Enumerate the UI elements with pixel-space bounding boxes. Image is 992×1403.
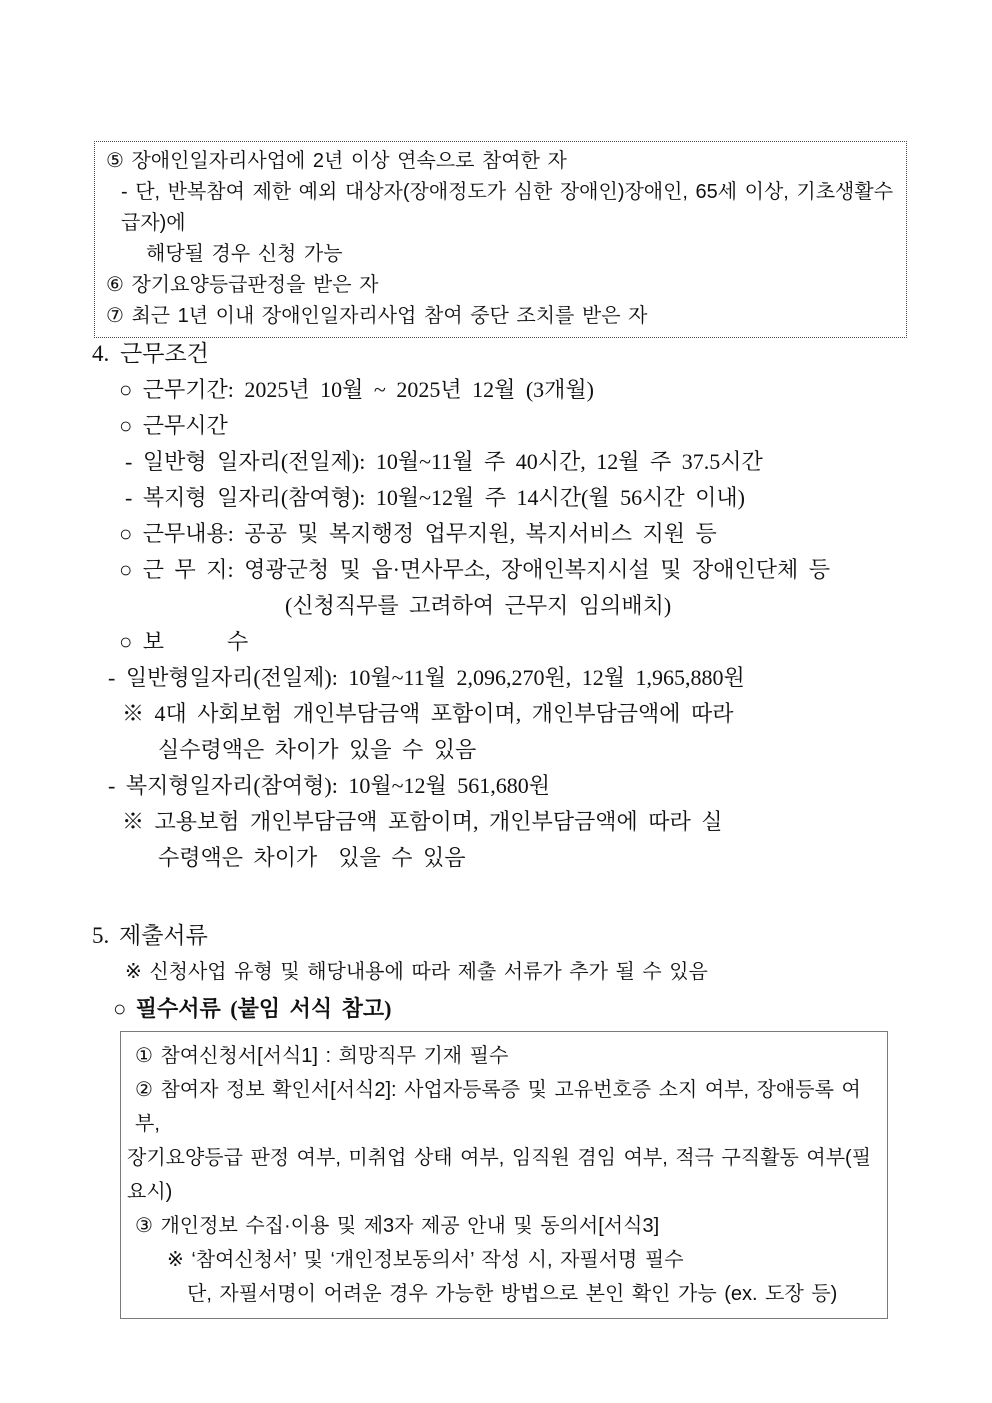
required-documents-heading: ○ 필수서류 (붙임 서식 참고) — [113, 996, 392, 1021]
work-condition-item: 수령액은 차이가 있을 수 있음 — [158, 845, 466, 870]
required-document-item: ③ 개인정보 수집·이용 및 제3자 제공 안내 및 동의서[서식3] — [135, 1215, 660, 1237]
work-condition-item: ※ 4대 사회보험 개인부담금액 포함이며, 개인부담금액에 따라 — [122, 701, 734, 726]
work-conditions-lines — [92, 372, 928, 876]
exclusion-item: 해당될 경우 신청 가능 — [146, 243, 343, 265]
work-condition-item: ○ 근 무 지: 영광군청 및 읍·면사무소, 장애인복지시설 및 장애인단체 등 — [119, 557, 831, 582]
required-document-item: ※ ‘참여신청서’ 및 ‘개인정보동의서’ 작성 시, 자필서명 필수 — [167, 1249, 684, 1271]
section-work-conditions — [92, 336, 928, 876]
required-document-item: 단, 자필서명이 어려운 경우 가능한 방법으로 본인 확인 가능 (ex. 도장 등) — [187, 1283, 838, 1305]
exclusion-item: - 단, 반복참여 제한 예외 대상자(장애정도가 심한 장애인)장애인, 65세 이상, 기초생활수급자)에 — [121, 181, 894, 234]
exclusion-item: ⑦ 최근 1년 이내 장애인일자리사업 참여 중단 조치를 받은 자 — [106, 305, 648, 327]
work-condition-item: ※ 고용보험 개인부담금액 포함이며, 개인부담금액에 따라 실 — [122, 809, 723, 834]
required-documents-box — [120, 1031, 888, 1319]
exclusion-item: ⑤ 장애인일자리사업에 2년 이상 연속으로 참여한 자 — [106, 150, 567, 172]
work-condition-item: - 일반형일자리(전일제): 10월~11월 2,096,270원, 12월 1,965,880원 — [108, 665, 745, 690]
work-condition-item: ○ 근무내용: 공공 및 복지행정 업무지원, 복지서비스 지원 등 — [119, 521, 717, 546]
work-condition-item: - 복지형 일자리(참여형): 10월~12월 주 14시간(월 56시간 이내) — [125, 485, 745, 510]
section-4-heading: 4. 근무조건 — [92, 341, 209, 366]
work-condition-item: - 복지형일자리(참여형): 10월~12월 561,680원 — [108, 773, 551, 798]
required-document-item: ① 참여신청서[서식1] : 희망직무 기재 필수 — [135, 1045, 509, 1067]
exclusion-item: ⑥ 장기요양등급판정을 받은 자 — [106, 274, 379, 296]
work-condition-item: (신청직무를 고려하여 근무지 임의배치) — [285, 593, 672, 618]
eligibility-exclusion-box — [94, 141, 907, 338]
section-5-heading: 5. 제출서류 — [92, 923, 208, 948]
submission-note: ※ 신청사업 유형 및 해당내용에 따라 제출 서류가 추가 될 수 있음 — [125, 961, 708, 983]
section-submission-documents — [92, 917, 928, 1027]
work-condition-item: ○ 보 수 — [119, 629, 249, 654]
work-condition-item: ○ 근무시간 — [119, 413, 228, 438]
work-condition-item: - 일반형 일자리(전일제): 10월~11월 주 40시간, 12월 주 37.5시간 — [125, 449, 763, 474]
required-document-item: ② 참여자 정보 확인서[서식2]: 사업자등록증 및 고유번호증 소지 여부, 장애등록 여부, — [135, 1079, 861, 1135]
required-document-item: 장기요양등급 판정 여부, 미취업 상태 여부, 임직원 겸임 여부, 적극 구직활동 여부(필요시) — [127, 1147, 872, 1203]
work-condition-item: ○ 근무기간: 2025년 10월 ~ 2025년 12월 (3개월) — [119, 377, 594, 402]
work-condition-item: 실수령액은 차이가 있을 수 있음 — [158, 737, 477, 762]
